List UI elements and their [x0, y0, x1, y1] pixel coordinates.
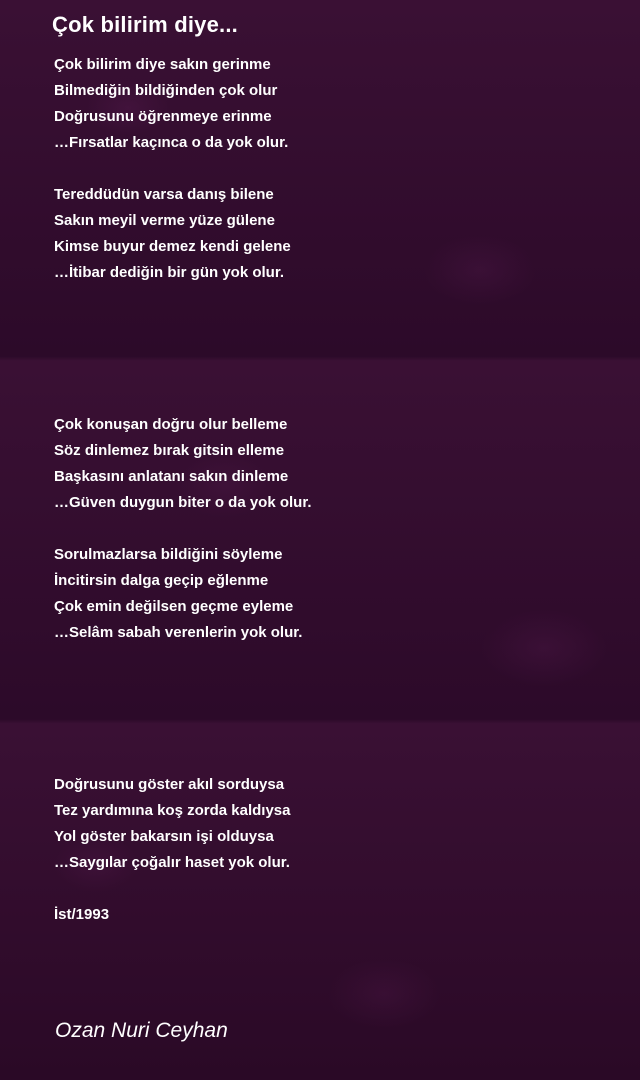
stanza-3	[54, 412, 312, 516]
author-name: Ozan Nuri Ceyhan	[55, 1019, 228, 1042]
poem-line: Kimse buyur demez kendi gelene	[54, 238, 291, 255]
poem-line: Çok konuşan doğru olur belleme	[54, 416, 288, 433]
poem-line: Doğrusunu göster akıl sorduysa	[54, 776, 285, 793]
poem-line: …Güven duygun biter o da yok olur.	[54, 494, 312, 511]
poem-line: Bilmediğin bildiğinden çok olur	[54, 82, 278, 99]
poem-line: Doğrusunu öğrenmeye erinme	[54, 108, 272, 125]
poem-line: Başkasını anlatanı sakın dinleme	[54, 468, 289, 485]
poem-line: Söz dinlemez bırak gitsin elleme	[54, 442, 285, 459]
place-date-line: İst/1993	[54, 906, 110, 923]
poem-line: …Selâm sabah verenlerin yok olur.	[54, 624, 303, 641]
poem-line: Tereddüdün varsa danış bilene	[54, 186, 274, 203]
stanza-1	[54, 52, 288, 156]
stanza-2	[54, 182, 291, 286]
stanza-5	[54, 772, 290, 876]
poem-line: Çok emin değilsen geçme eyleme	[54, 598, 294, 615]
poem-title: Çok bilirim diye...	[52, 12, 238, 37]
poem-line: …İtibar dediğin bir gün yok olur.	[54, 264, 285, 281]
poem-line: …Fırsatlar kaçınca o da yok olur.	[54, 134, 289, 151]
poem-line: Çok bilirim diye sakın gerinme	[54, 56, 271, 73]
poem-line: Yol göster bakarsın işi olduysa	[54, 828, 274, 845]
poem-line: …Saygılar çoğalır haset yok olur.	[54, 854, 290, 871]
poem-line: Sakın meyil verme yüze gülene	[54, 212, 275, 229]
poem-line: Tez yardımına koş zorda kaldıysa	[54, 802, 291, 819]
poem-line: Sorulmazlarsa bildiğini söyleme	[54, 546, 283, 563]
poem-line: İncitirsin dalga geçip eğlenme	[54, 572, 269, 589]
stanza-4	[54, 542, 302, 646]
